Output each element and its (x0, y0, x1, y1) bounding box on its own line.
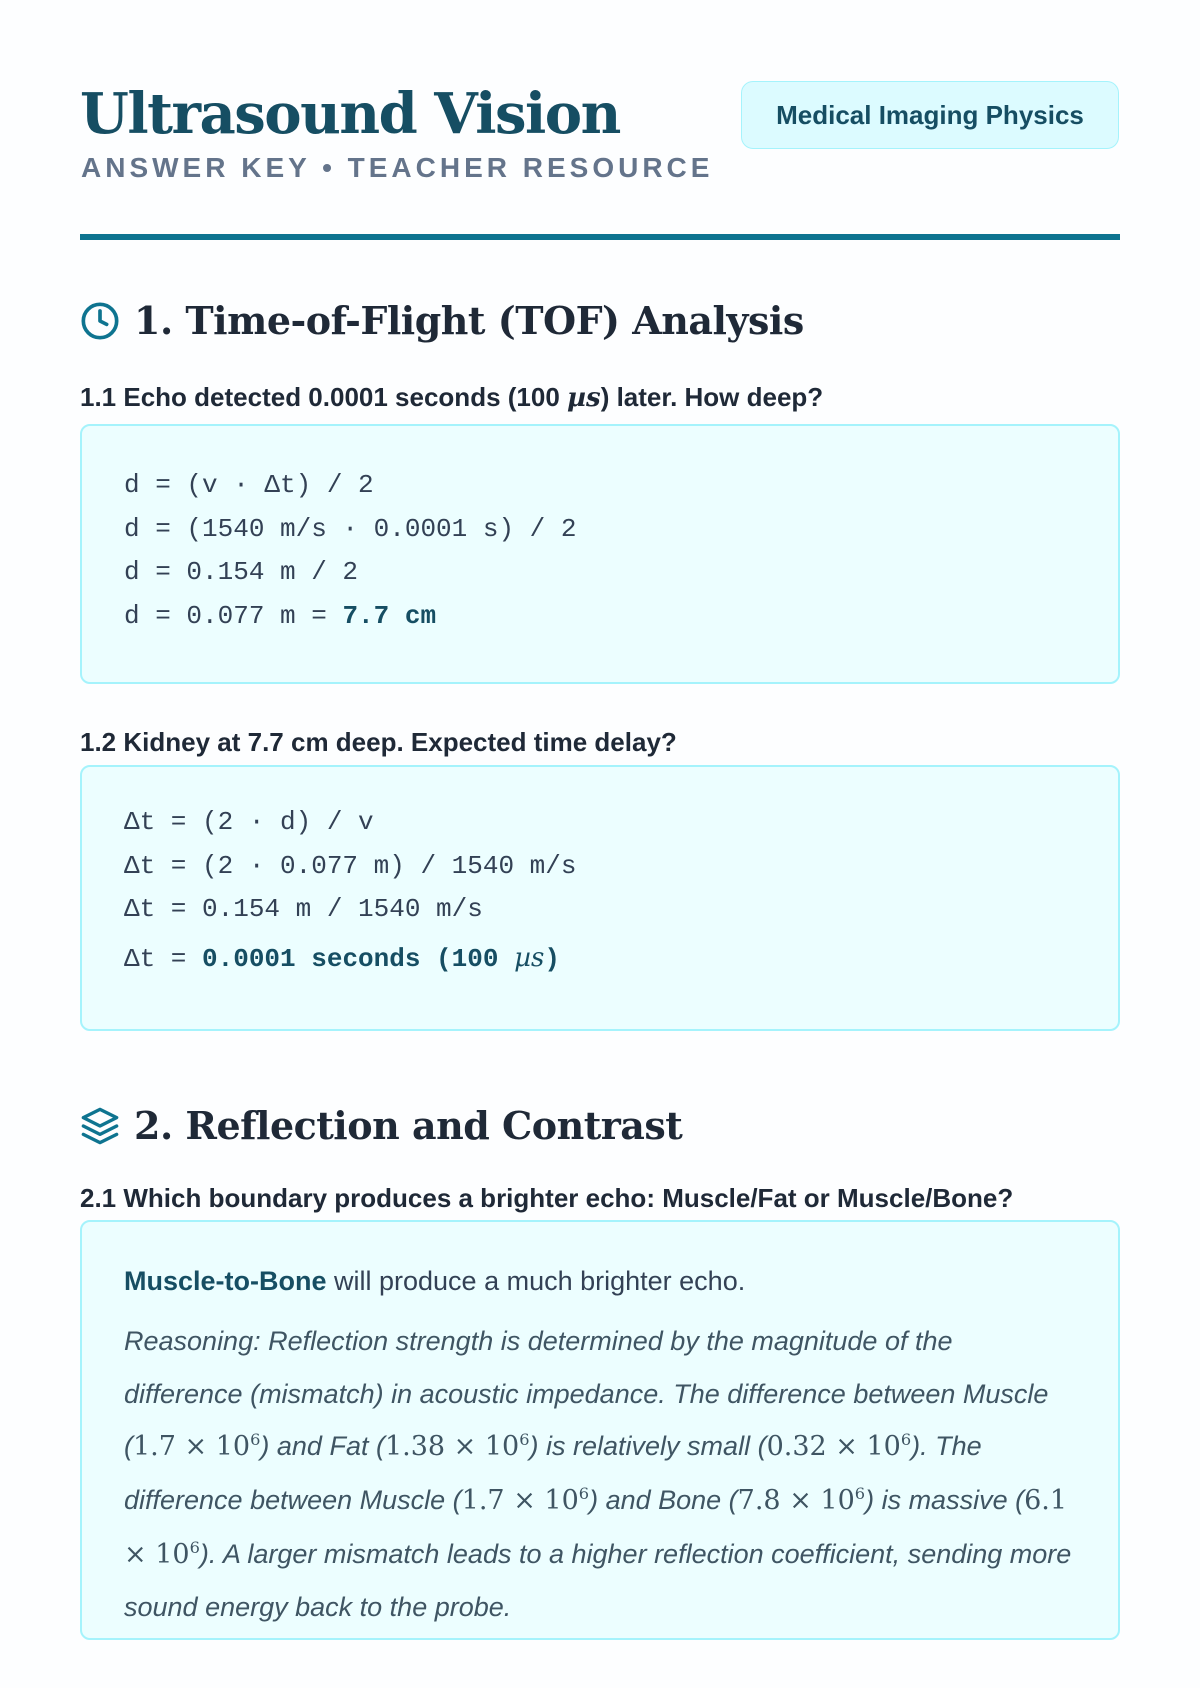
question-1-2: 1.2 Kidney at 7.7 cm deep. Expected time delay? (80, 727, 677, 757)
calculation-1-1 (82, 426, 1118, 638)
page-title: Ultrasound Vision (80, 81, 620, 147)
section-2-header (80, 1103, 682, 1148)
reasoning-part: ). The difference between Muscle ( (124, 1431, 982, 1516)
question-2-1: 2.1 Which boundary produces a brighter echo: Muscle/Fat or Muscle/Bone? (80, 1183, 1014, 1213)
answer-statement (124, 1262, 1076, 1301)
reasoning-part: ) is massive ( (865, 1485, 1025, 1516)
clock-icon (80, 301, 120, 341)
answer-text: will produce a much brighter echo. (326, 1266, 746, 1296)
reasoning-part: ) and Bone ( (589, 1485, 738, 1516)
question-1-1-text: 1.1 Echo detected 0.0001 seconds (100 (80, 382, 568, 412)
impedance-exponent: 6 (519, 1430, 530, 1450)
calc-line: Δt = 0.154 m / 1540 m/s (124, 894, 483, 924)
impedance-exponent: 6 (854, 1484, 866, 1504)
reasoning-part: ) and Fat ( (260, 1431, 385, 1462)
layers-icon (80, 1106, 120, 1146)
reasoning-text (124, 1315, 1076, 1634)
calc-result-prefix: d = 0.077 m = (124, 600, 343, 631)
header-divider (80, 234, 1120, 240)
calc-result-prefix: Δt = (124, 943, 203, 974)
calc-line: d = (1540 m/s · 0.0001 s) / 2 (124, 513, 577, 544)
section-1-header (80, 298, 804, 343)
impedance-value (767, 1431, 912, 1462)
calc-result-value: 0.0001 seconds (100 (202, 943, 515, 974)
reasoning-part: ) is relatively small ( (529, 1431, 767, 1462)
calc-result-line (124, 595, 1076, 639)
calc-result-close: ) (544, 943, 560, 974)
impedance-value (385, 1431, 530, 1462)
calc-result-line (124, 932, 1076, 984)
impedance-mantissa: 1.7 × 10 (461, 1485, 579, 1517)
answer-box-1-1 (80, 424, 1120, 684)
calc-line: d = 0.154 m / 2 (124, 557, 359, 587)
impedance-exponent: 6 (189, 1537, 200, 1557)
answer-highlight: Muscle-to-Bone (124, 1266, 327, 1296)
calc-line: Δt = (2 · 0.077 m) / 1540 m/s (124, 850, 577, 881)
answer-box-1-2 (80, 765, 1120, 1031)
calc-line: Δt = (2 · d) / v (124, 807, 374, 837)
reasoning-part: ). A larger mismatch leads to a higher reflection coefficient, sending more sound energy back to the probe. (124, 1538, 1072, 1623)
impedance-value (738, 1485, 865, 1516)
question-1-1-suffix: ) later. How deep? (600, 382, 824, 412)
impedance-exponent: 6 (250, 1430, 261, 1450)
section-1-title: 1. Time-of-Flight (TOF) Analysis (134, 298, 804, 343)
calculation-1-2 (82, 767, 1118, 984)
calc-result-value: 7.7 cm (342, 600, 437, 631)
calc-result-unit: µs (514, 942, 545, 973)
subject-badge: Medical Imaging Physics (741, 81, 1119, 149)
calc-line: d = (v · Δt) / 2 (124, 470, 374, 500)
page-subtitle: ANSWER KEY • TEACHER RESOURCE (81, 152, 714, 183)
impedance-mantissa: 1.38 × 10 (384, 1431, 520, 1463)
impedance-mantissa: 6.1 × 10 (124, 1485, 1068, 1570)
impedance-exponent: 6 (578, 1484, 590, 1504)
section-2-title: 2. Reflection and Contrast (134, 1103, 683, 1148)
impedance-exponent: 6 (900, 1430, 912, 1450)
answer-box-2-1 (80, 1220, 1120, 1640)
impedance-value (133, 1431, 260, 1462)
impedance-mantissa: 1.7 × 10 (133, 1431, 251, 1463)
impedance-mantissa: 0.32 × 10 (766, 1431, 901, 1463)
impedance-mantissa: 7.8 × 10 (737, 1485, 855, 1517)
question-1-1 (80, 382, 823, 413)
question-1-1-unit: µs (567, 383, 601, 413)
answer-2-1 (82, 1222, 1118, 1688)
reasoning-part: Reasoning: Reflection strength is determined by the magnitude of the difference (mismatch) in acoustic impedance. The difference between Muscle ( (124, 1326, 1049, 1462)
impedance-value (462, 1485, 589, 1516)
